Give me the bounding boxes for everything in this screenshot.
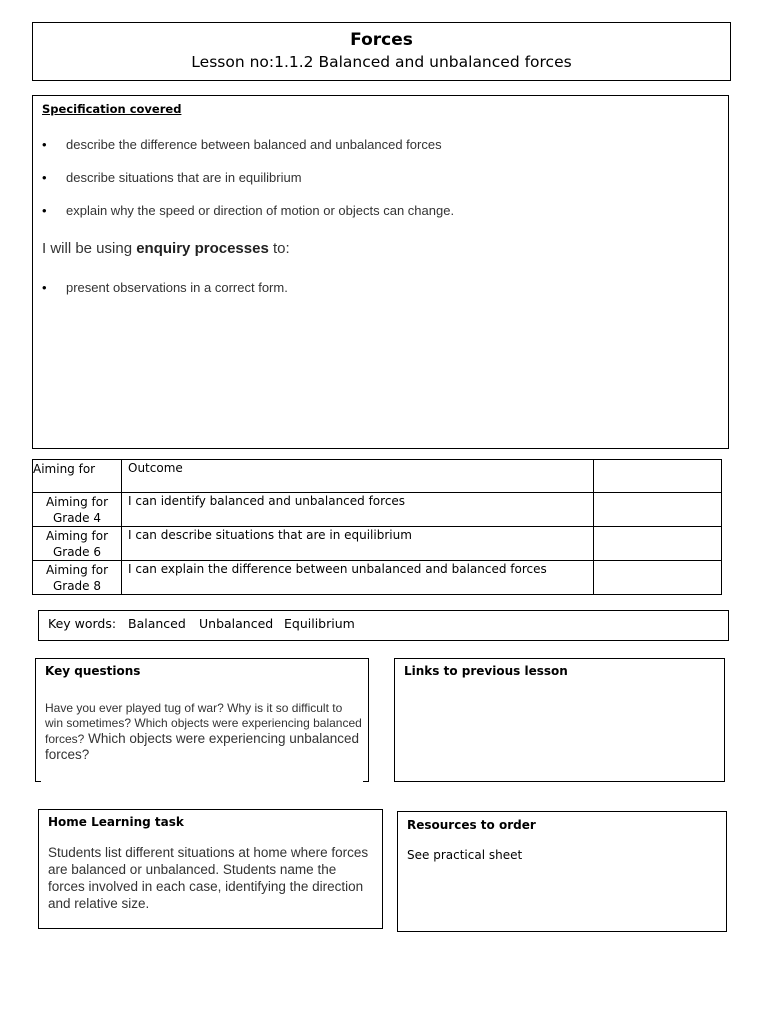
aiming-for-cell: Aiming for Grade 4 [33,493,122,527]
outcome-cell: I can explain the difference between unbalanced and balanced forces [122,561,594,595]
resources-title: Resources to order [407,818,536,832]
title-box [32,22,731,81]
table-header-row [33,460,722,493]
blank-cell [594,561,722,595]
key-questions-text-small: Have you ever played tug of war? Why is it so difficult to win sometimes? Which objects were experiencing balanced forces? [45,701,362,746]
spec-list-item [42,203,454,218]
lesson-title: Lesson no:1.1.2 Balanced and unbalanced forces [191,53,572,71]
key-word: Unbalanced [199,616,274,631]
links-box [394,658,725,782]
outcome-cell: I can describe situations that are in equilibrium [122,527,594,561]
specification-box [32,95,729,449]
spec-item-text: describe situations that are in equilibrium [66,170,302,185]
home-learning-title: Home Learning task [48,815,184,829]
key-words-box [38,610,729,641]
key-questions-text-large: Which objects were experiencing unbalanced forces? [45,731,360,762]
spec-item-text: describe the difference between balanced and unbalanced forces [66,137,442,152]
links-title: Links to previous lesson [404,664,568,678]
spec-item-text: explain why the speed or direction of motion or objects can change. [66,203,455,218]
table-row [33,527,722,561]
border-gap [41,779,363,783]
key-questions-title: Key questions [45,664,141,678]
home-learning-box [38,809,383,929]
outcome-cell: I can identify balanced and unbalanced forces [122,493,594,527]
key-word: Balanced [128,616,186,631]
outcome-header: Outcome [122,460,594,493]
resources-box [397,811,727,932]
blank-cell [594,460,722,493]
key-questions-text [45,701,363,763]
enquiry-item-text: present observations in a correct form. [66,280,288,295]
bullet: • [42,280,47,295]
home-learning-text: Students list different situations at home where forces are balanced or unbalanced. Students name the forces involved in each case, identifying the direction and relative size. [48,845,369,911]
bullet: • [42,170,47,185]
bullet: • [42,137,47,152]
enquiry-suffix: to: [268,240,290,257]
blank-cell [594,527,722,561]
table-row [33,493,722,527]
specification-heading: Specification covered [42,102,182,116]
key-questions-box [35,658,369,782]
table-row [33,561,722,595]
aiming-for-cell: Aiming for Grade 8 [33,561,122,595]
resources-text: See practical sheet [407,848,523,862]
key-word: Equilibrium [284,616,355,631]
enquiry-list-item [42,280,288,295]
aims-table [32,459,722,595]
enquiry-statement [42,240,290,257]
spec-list-item [42,170,302,185]
spec-list-item [42,137,442,152]
aiming-for-cell: Aiming for Grade 6 [33,527,122,561]
bullet: • [42,203,47,218]
key-words-label: Key words: [48,616,117,631]
blank-cell [594,493,722,527]
enquiry-prefix: I will be using [42,240,137,257]
enquiry-bold: enquiry processes [136,240,269,257]
page-title: Forces [350,30,413,50]
aiming-for-header: Aiming for [33,460,122,493]
